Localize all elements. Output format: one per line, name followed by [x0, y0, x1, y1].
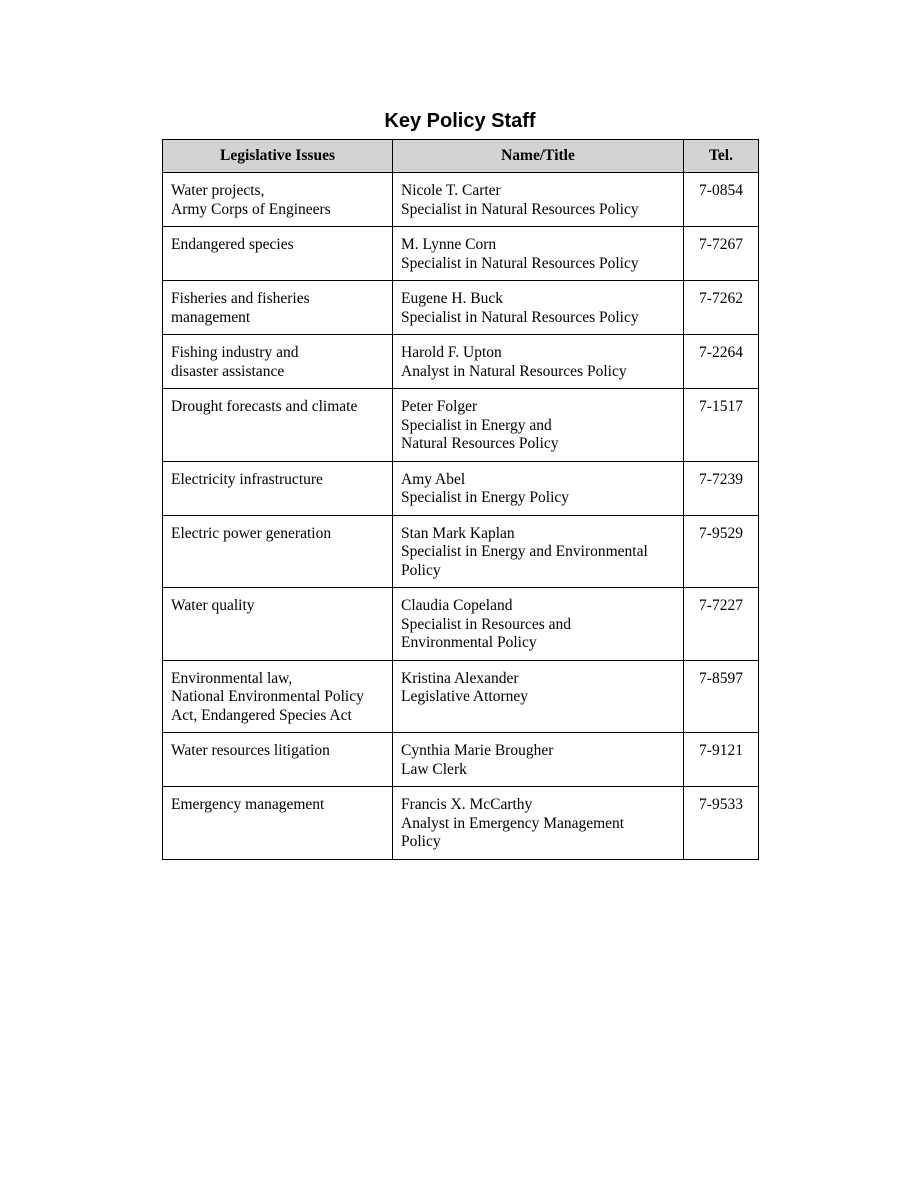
- name-title-cell-line: Cynthia Marie Brougher: [401, 742, 554, 759]
- issue-cell: [163, 787, 393, 860]
- name-title-cell-line: Amy Abel: [401, 470, 466, 488]
- issue-cell: [163, 660, 393, 733]
- issue-cell-line: Fisheries and fisheries: [171, 290, 310, 307]
- issue-cell-line: Water resources litigation: [171, 742, 330, 759]
- name-title-cell-line: Peter Folger: [401, 398, 478, 415]
- name-title-cell: [393, 389, 684, 462]
- name-title-cell-line: Kristina Alexander: [401, 669, 519, 687]
- table-row: [163, 461, 759, 515]
- tel-cell: 7-9121: [684, 733, 759, 787]
- tel-cell: 7-7227: [684, 588, 759, 661]
- issue-cell: [163, 515, 393, 588]
- name-title-cell: [393, 515, 684, 588]
- name-title-cell-line: Analyst in Emergency Management: [401, 814, 625, 832]
- issue-cell: [163, 588, 393, 661]
- issue-cell-line: Act, Endangered Species Act: [171, 706, 352, 724]
- name-title-cell: [393, 173, 684, 227]
- table-row: [163, 335, 759, 389]
- page-title: Key Policy Staff: [384, 110, 536, 133]
- tel-cell: 7-8597: [684, 660, 759, 733]
- staff-table: [162, 139, 759, 860]
- issue-cell-line: Emergency management: [171, 796, 325, 813]
- issue-cell: [163, 461, 393, 515]
- name-title-cell-line: Environmental Policy: [401, 634, 537, 651]
- issue-cell-line: Water projects,: [171, 182, 265, 199]
- tel-cell: 7-7267: [684, 227, 759, 281]
- name-title-cell-line: Specialist in Natural Resources Policy: [401, 254, 639, 272]
- issue-cell-line: Drought forecasts and climate: [171, 398, 358, 415]
- name-title-cell: [393, 733, 684, 787]
- table-row: [163, 660, 759, 733]
- table-row: [163, 389, 759, 462]
- tel-cell: 7-9533: [684, 787, 759, 860]
- tel-cell: 7-9529: [684, 515, 759, 588]
- name-title-cell-line: Specialist in Energy Policy: [401, 489, 570, 506]
- table-header-row: [163, 140, 759, 173]
- name-title-cell-line: Specialist in Resources and: [401, 615, 572, 633]
- issue-cell: [163, 227, 393, 281]
- name-title-cell-line: Specialist in Natural Resources Policy: [401, 200, 639, 218]
- name-title-cell-line: Analyst in Natural Resources Policy: [401, 362, 627, 380]
- name-title-cell-line: Nicole T. Carter: [401, 182, 501, 199]
- table-row: [163, 588, 759, 661]
- issue-cell-line: disaster assistance: [171, 362, 285, 380]
- name-title-cell: [393, 588, 684, 661]
- name-title-cell-line: Policy: [401, 833, 441, 850]
- name-title-cell-line: Legislative Attorney: [401, 688, 528, 705]
- issue-cell-line: Fishing industry and: [171, 344, 299, 361]
- name-title-cell-line: Specialist in Energy and: [401, 416, 552, 434]
- table-row: [163, 733, 759, 787]
- issue-cell: [163, 335, 393, 389]
- name-title-cell-line: Specialist in Energy and Environmental: [401, 543, 648, 560]
- issue-cell: [163, 733, 393, 787]
- name-title-cell-line: Harold F. Upton: [401, 344, 502, 361]
- name-title-cell-line: Law Clerk: [401, 760, 467, 778]
- table-row: [163, 173, 759, 227]
- name-title-cell-line: Natural Resources Policy: [401, 435, 559, 452]
- issue-cell-line: Electricity infrastructure: [171, 470, 323, 488]
- tel-cell: 7-7239: [684, 461, 759, 515]
- name-title-cell-line: M. Lynne Corn: [401, 236, 497, 253]
- issue-cell: [163, 281, 393, 335]
- name-title-cell: [393, 660, 684, 733]
- table-row: [163, 227, 759, 281]
- name-title-cell: [393, 461, 684, 515]
- issue-cell-line: Electric power generation: [171, 524, 332, 542]
- name-title-cell: [393, 335, 684, 389]
- table-row: [163, 787, 759, 860]
- name-title-cell: [393, 787, 684, 860]
- table-row: [163, 281, 759, 335]
- issue-cell-line: Endangered species: [171, 236, 294, 253]
- tel-cell: 7-1517: [684, 389, 759, 462]
- issue-cell-line: management: [171, 308, 251, 326]
- name-title-cell-line: Claudia Copeland: [401, 597, 513, 614]
- tel-cell: 7-0854: [684, 173, 759, 227]
- tel-cell: 7-2264: [684, 335, 759, 389]
- issue-cell-line: Water quality: [171, 597, 255, 614]
- name-title-cell-line: Francis X. McCarthy: [401, 796, 533, 813]
- header-name-title: Name/Title: [393, 140, 684, 173]
- header-tel: Tel.: [684, 140, 759, 173]
- table-row: [163, 515, 759, 588]
- name-title-cell: [393, 281, 684, 335]
- name-title-cell: [393, 227, 684, 281]
- tel-cell: 7-7262: [684, 281, 759, 335]
- issue-cell: [163, 389, 393, 462]
- issue-cell-line: Army Corps of Engineers: [171, 200, 331, 218]
- issue-cell: [163, 173, 393, 227]
- header-legislative-issues: Legislative Issues: [163, 140, 393, 173]
- name-title-cell-line: Policy: [401, 561, 441, 579]
- issue-cell-line: Environmental law,: [171, 669, 293, 687]
- name-title-cell-line: Stan Mark Kaplan: [401, 524, 515, 542]
- issue-cell-line: National Environmental Policy: [171, 688, 364, 705]
- name-title-cell-line: Eugene H. Buck: [401, 290, 504, 307]
- name-title-cell-line: Specialist in Natural Resources Policy: [401, 308, 639, 326]
